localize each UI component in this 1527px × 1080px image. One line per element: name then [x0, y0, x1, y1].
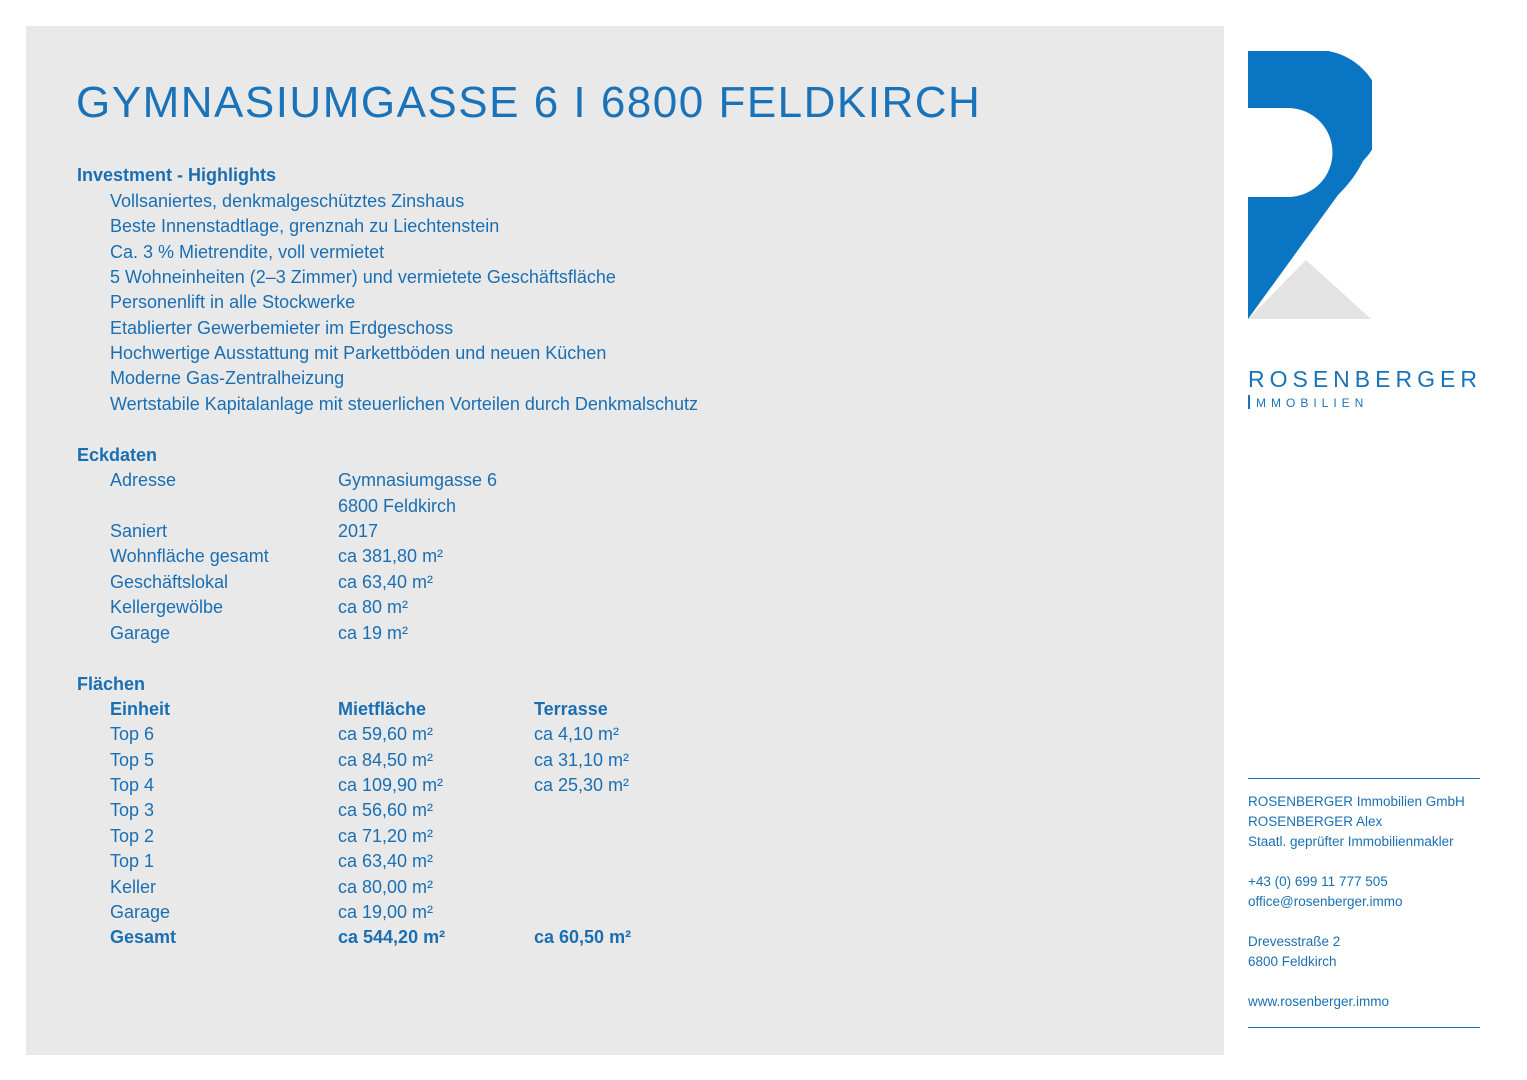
table-cell: ca 25,30 m²	[534, 775, 630, 795]
eckdaten-label: Saniert	[110, 521, 168, 541]
table-cell: Keller	[110, 877, 157, 897]
eckdaten-value: ca 381,80 m²	[338, 546, 444, 566]
eckdaten-label: Wohnfläche gesamt	[110, 546, 269, 566]
total-terrasse: ca 60,50 m²	[534, 927, 632, 947]
brand-subtitle: MMOBILIEN	[1256, 396, 1369, 410]
brand-name: ROSENBERGER	[1248, 366, 1482, 392]
table-cell: Top 2	[110, 826, 155, 846]
brand-divider	[1248, 395, 1250, 409]
column-header-einheit: Einheit	[110, 699, 171, 719]
table-cell: Top 1	[110, 851, 155, 871]
table-cell: ca 4,10 m²	[534, 724, 620, 744]
highlight-item: Etablierter Gewerbemieter im Erdgeschoss	[110, 318, 454, 338]
highlight-item: Ca. 3 % Mietrendite, voll vermietet	[110, 242, 385, 262]
contact-bottom-rule	[1248, 1027, 1480, 1028]
table-cell: Top 5	[110, 750, 155, 770]
table-cell: ca 31,10 m²	[534, 750, 630, 770]
highlight-item: Moderne Gas-Zentralheizung	[110, 368, 345, 388]
eckdaten-value: Gymnasiumgasse 6	[338, 470, 498, 490]
eckdaten-label: Kellergewölbe	[110, 597, 224, 617]
highlight-item: Wertstabile Kapitalanlage mit steuerlichen Vorteilen durch Denkmalschutz	[110, 394, 698, 414]
table-cell: Top 6	[110, 724, 155, 744]
contact-phone[interactable]: +43 (0) 699 11 777 505	[1248, 874, 1388, 889]
eckdaten-value: ca 63,40 m²	[338, 572, 434, 592]
eckdaten-value: ca 19 m²	[338, 623, 409, 643]
table-cell: Top 3	[110, 800, 155, 820]
contact-person: ROSENBERGER Alex	[1248, 814, 1383, 829]
total-mietflaeche: ca 544,20 m²	[338, 927, 446, 947]
eckdaten-value: 2017	[338, 521, 379, 541]
contact-city: 6800 Feldkirch	[1248, 954, 1337, 969]
highlight-item: 5 Wohneinheiten (2–3 Zimmer) und vermietete Geschäftsfläche	[110, 267, 616, 287]
eckdaten-value: ca 80 m²	[338, 597, 409, 617]
company-name: ROSENBERGER Immobilien GmbH	[1248, 794, 1465, 809]
flaechen-heading: Flächen	[77, 674, 146, 694]
contact-email[interactable]: office@rosenberger.immo	[1248, 894, 1403, 909]
eckdaten-label: Geschäftslokal	[110, 572, 229, 592]
contact-top-rule	[1248, 778, 1480, 779]
eckdaten-label: Adresse	[110, 470, 177, 490]
column-header-terrasse: Terrasse	[534, 699, 608, 719]
column-header-mietflaeche: Mietfläche	[338, 699, 427, 719]
highlight-item: Beste Innenstadtlage, grenznah zu Liechtenstein	[110, 216, 500, 236]
table-cell: Garage	[110, 902, 171, 922]
contact-website[interactable]: www.rosenberger.immo	[1248, 994, 1390, 1009]
table-cell: ca 59,60 m²	[338, 724, 434, 744]
highlight-item: Personenlift in alle Stockwerke	[110, 292, 356, 312]
table-cell: ca 80,00 m²	[338, 877, 434, 897]
eckdaten-heading: Eckdaten	[77, 445, 158, 465]
page-title: GYMNASIUMGASSE 6 I 6800 FELDKIRCH	[76, 78, 982, 127]
table-cell: ca 71,20 m²	[338, 826, 434, 846]
table-cell: ca 109,90 m²	[338, 775, 444, 795]
highlights-heading: Investment - Highlights	[77, 165, 277, 185]
total-label: Gesamt	[110, 927, 177, 947]
rosenberger-logo	[1248, 51, 1372, 319]
eckdaten-value: 6800 Feldkirch	[338, 496, 457, 516]
eckdaten-label: Garage	[110, 623, 171, 643]
highlight-item: Hochwertige Ausstattung mit Parkettböden und neuen Küchen	[110, 343, 607, 363]
highlight-item: Vollsaniertes, denkmalgeschütztes Zinshaus	[110, 191, 465, 211]
table-cell: ca 19,00 m²	[338, 902, 434, 922]
table-cell: Top 4	[110, 775, 155, 795]
contact-street: Drevesstraße 2	[1248, 934, 1341, 949]
table-cell: ca 56,60 m²	[338, 800, 434, 820]
table-cell: ca 63,40 m²	[338, 851, 434, 871]
table-cell: ca 84,50 m²	[338, 750, 434, 770]
contact-role: Staatl. geprüfter Immobilienmakler	[1248, 834, 1454, 849]
